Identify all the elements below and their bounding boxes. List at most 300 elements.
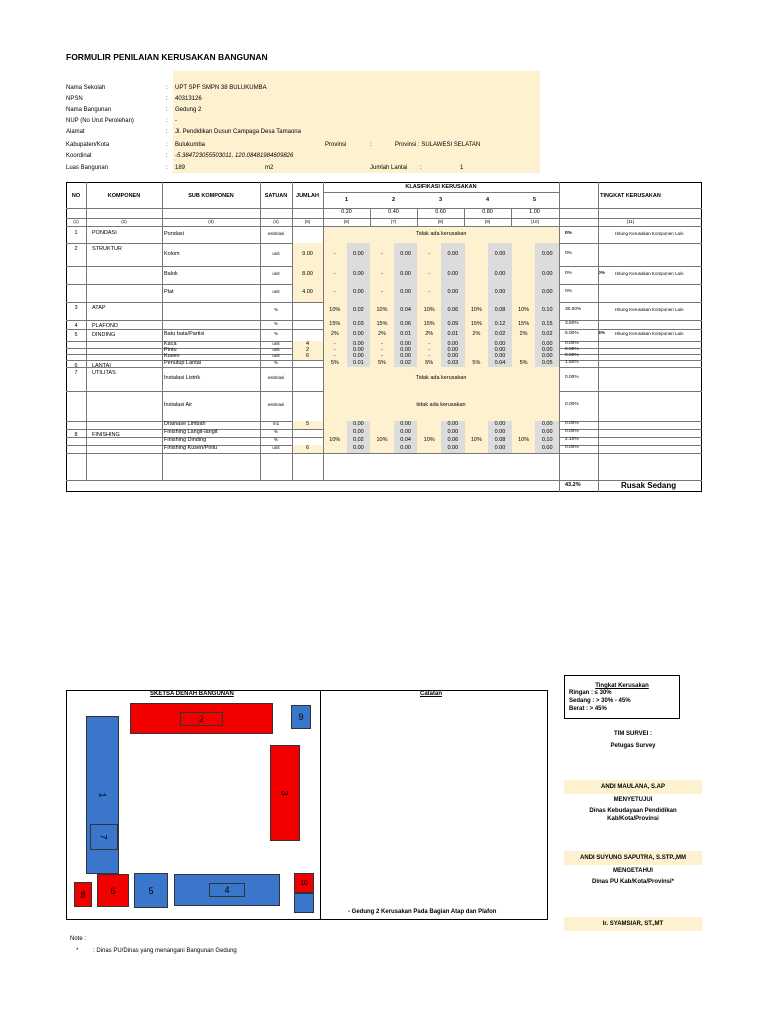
value-cell: -	[333, 250, 336, 257]
value-cell: 0.00	[353, 445, 364, 451]
info-colon: :	[166, 85, 168, 91]
info-label: Nama Bangunan	[66, 107, 112, 113]
legend-berat: Berat : > 45%	[569, 706, 607, 712]
row-komponen: UTILITAS	[92, 370, 116, 376]
value-cell: -	[333, 353, 336, 359]
total-line	[66, 480, 702, 481]
value-cell: 0.00	[541, 347, 553, 353]
value-cell: 0.00	[541, 429, 553, 435]
row-tingkat: 0%	[565, 289, 572, 294]
row-satuan: unit	[272, 445, 280, 450]
value-cell: 0.00	[400, 421, 411, 427]
col-number: (8)	[437, 219, 444, 224]
jumlah-lantai-colon: :	[420, 165, 422, 171]
col-number: (11)	[626, 219, 635, 224]
value-cell: 10%	[470, 437, 482, 443]
row-no: 2	[74, 246, 78, 252]
catatan-title: Catatan	[420, 691, 443, 697]
value-cell: 0.05	[541, 359, 553, 366]
value-cell: 2%	[330, 331, 339, 337]
vline	[162, 182, 163, 480]
value-bg	[512, 243, 536, 266]
row-tingkat: 0%	[565, 231, 572, 236]
value-cell: 0.00	[353, 250, 364, 257]
value-bg	[370, 445, 394, 453]
row-tingkat: 0.00%	[565, 375, 579, 380]
value-cell: 0.00	[400, 445, 411, 451]
dinas-pu: Dinas PU Kab/Kota/Provinsi*	[591, 879, 675, 885]
info-value: Gedung 2	[175, 107, 202, 113]
header-satuan: SATUAN	[264, 193, 288, 199]
luas-unit: m2	[265, 165, 274, 171]
row-tingkat: 0.00%	[565, 445, 579, 450]
level-2: 2	[391, 197, 396, 203]
value-bg	[512, 284, 536, 302]
weight-4: 0.80	[482, 209, 493, 215]
row-no: 5	[74, 332, 78, 338]
value-cell: -	[333, 340, 336, 347]
value-cell: 10%	[376, 437, 388, 443]
value-bg	[465, 243, 489, 266]
value-cell: 2%	[378, 331, 386, 337]
col-number: (3)	[208, 219, 214, 224]
value-bg	[417, 421, 441, 429]
row-jumlah: 6	[305, 353, 310, 359]
value-cell: 0.08	[494, 437, 506, 443]
value-cell: 5%	[425, 359, 434, 366]
catatan-text: - Gedung 2 Kerusakan Pada Bagian Atap dan Plafon	[348, 909, 497, 915]
value-cell: 0.00	[494, 445, 506, 451]
col-number: (5)	[304, 219, 311, 224]
row-no: 6	[74, 363, 78, 369]
value-cell: 0.09	[447, 320, 459, 327]
row-tingkat-sub: 0%	[598, 271, 605, 276]
room-4: 4	[174, 874, 280, 906]
value-cell: 0.00	[353, 340, 364, 347]
row-sub: Pondasi	[164, 231, 184, 237]
jumlah-lantai-label: Jumlah Lantai	[370, 165, 408, 171]
value-cell: 0.00	[494, 347, 506, 353]
legend-ringan: Ringan : ≤ 30%	[569, 690, 612, 696]
value-cell: 0.04	[400, 307, 411, 313]
info-label: Alamat	[66, 129, 85, 135]
row-jumlah: 5	[305, 421, 310, 427]
value-cell: 0.04	[400, 437, 411, 443]
row-satuan: %	[273, 331, 278, 336]
value-cell: 0.06	[447, 437, 459, 443]
row-satuan: %	[273, 320, 278, 326]
value-cell: 0.10	[541, 437, 553, 443]
row-no: 1	[74, 230, 78, 236]
room-1: 1	[86, 716, 119, 874]
value-cell: 0.06	[400, 320, 411, 327]
value-cell: 0.00	[447, 271, 459, 277]
info-value: UPT SPF SMPN 38 BULUKUMBA	[175, 85, 267, 91]
assessment-table	[66, 182, 702, 492]
value-bg	[465, 429, 489, 437]
row-tingkat: 0.00%	[565, 402, 579, 407]
row-sub: Penutup Lantai	[164, 359, 202, 366]
value-cell: 2%	[425, 331, 434, 337]
row-tingkat: 0%	[565, 271, 572, 276]
value-cell: 0.15	[541, 320, 553, 327]
row-sub: Instalasi Listrik	[164, 375, 201, 381]
value-cell: 0.00	[353, 289, 364, 295]
row-komponen: ATAP	[92, 305, 106, 311]
total-value: 43.2%	[565, 482, 581, 488]
row-tingkat: 30.00%	[565, 307, 582, 312]
value-cell: 0.00	[494, 250, 506, 257]
sketch-divider	[320, 690, 321, 920]
row-jumlah: 8.00	[302, 271, 313, 277]
value-cell: 0.03	[447, 359, 459, 366]
form-title: FORMULIR PENILAIAN KERUSAKAN BANGUNAN	[66, 52, 268, 62]
value-cell: 0.03	[353, 320, 364, 327]
room-9: 9	[291, 705, 311, 729]
value-cell: 0.00	[541, 340, 553, 347]
value-cell: 10%	[470, 307, 482, 313]
info-colon: :	[166, 107, 168, 113]
provinsi-colon: :	[370, 142, 372, 148]
value-cell: -	[428, 353, 431, 359]
value-cell: 0.10	[541, 307, 553, 313]
tim-survei: TIM SURVEI :	[614, 731, 652, 737]
row-tingkat: 0.00%	[565, 340, 579, 346]
value-bg	[323, 429, 347, 437]
value-cell: 0.00	[400, 289, 411, 295]
row-jumlah: 9.00	[302, 250, 313, 257]
level-5: 5	[532, 197, 537, 203]
info-value: -	[175, 118, 177, 124]
value-cell: 5%	[330, 359, 339, 366]
value-cell: 0.00	[447, 421, 459, 427]
vline	[559, 480, 560, 492]
jumlah-lantai-value: 1	[460, 165, 464, 171]
value-bg	[370, 429, 394, 437]
vline	[559, 182, 560, 480]
value-cell: 0.00	[353, 271, 364, 277]
vline	[417, 208, 418, 226]
info-label: Luas Bangunan	[66, 165, 109, 171]
value-cell: 0.00	[353, 347, 364, 353]
value-cell: 0.00	[494, 353, 506, 359]
row-tingkat: 0.00%	[565, 421, 579, 426]
merged-text: tidak ada kerusakan	[416, 402, 466, 408]
petugas-survey: Petugas Survey	[610, 743, 656, 749]
provinsi-label: Provinsi	[325, 142, 347, 148]
info-value: 189	[175, 165, 186, 171]
header-klasifikasi: KLASIFIKASI KERUSAKAN	[405, 184, 477, 190]
value-cell: 0.00	[494, 289, 506, 295]
row-satuan: %	[273, 307, 278, 312]
info-label: Koordinat	[66, 153, 92, 159]
row-note: Hitung Kerusakan Komponen Lain	[615, 331, 684, 336]
col-number: (9)	[484, 219, 491, 224]
value-cell: 0.00	[541, 421, 553, 427]
row-komponen: LANTAI	[92, 363, 111, 369]
value-cell: 0.00	[353, 331, 364, 337]
row-komponen: PONDASI	[92, 230, 117, 236]
vline	[370, 208, 371, 226]
row-satuan: unit	[272, 271, 280, 276]
info-colon: :	[166, 129, 168, 135]
value-cell: 0.00	[400, 353, 411, 359]
row-jumlah: 6	[305, 445, 310, 451]
value-cell: 0.00	[400, 271, 411, 277]
value-cell: 0.00	[447, 289, 459, 295]
info-value: Jl. Pendidikan Dusun Campaga Desa Tamaona	[175, 129, 301, 135]
value-cell: 0.02	[353, 307, 364, 313]
value-cell: 0.00	[400, 347, 411, 353]
row-sub: Kolom	[164, 250, 180, 257]
dinas-pendidikan-level: Kab/Kota/Provinsi	[607, 816, 659, 822]
row-sub: Pintu	[164, 347, 177, 353]
value-cell: 5%	[472, 359, 481, 366]
header-jumlah: JUMLAH	[296, 193, 319, 199]
vline	[511, 208, 512, 226]
value-bg	[465, 284, 489, 302]
value-cell: -	[428, 340, 431, 347]
value-cell: -	[428, 271, 431, 277]
row-note: Hitung Kerusakan Komponen Lain	[615, 231, 684, 236]
row-satuan: %	[273, 429, 278, 434]
row-tingkat: 0.00%	[565, 347, 579, 352]
value-cell: -	[428, 250, 431, 257]
row-satuan: unit	[272, 353, 280, 358]
room-8: 8	[74, 882, 92, 907]
value-cell: 0.00	[541, 250, 553, 257]
legend-title: Tingkat Kerusakan	[595, 683, 649, 689]
value-bg	[465, 266, 489, 284]
value-cell: -	[381, 250, 383, 257]
value-cell: 10%	[329, 307, 341, 313]
row-tingkat: 6.00%	[565, 331, 579, 336]
dinas-pendidikan: Dinas Kebudayaan Pendidikan	[589, 808, 677, 814]
value-cell: 0.00	[494, 429, 506, 435]
value-bg	[323, 445, 347, 453]
value-cell: 0.01	[400, 331, 411, 337]
value-bg	[323, 421, 347, 429]
value-cell: 0.00	[353, 421, 364, 427]
room-3: 3	[270, 745, 300, 841]
col-number: (2)	[121, 219, 127, 224]
row-sub: Drainase Limbah	[164, 421, 206, 427]
mengetahui-label: MENGETAHUI	[613, 868, 653, 874]
value-bg	[417, 429, 441, 437]
value-cell: 0.00	[447, 429, 459, 435]
value-cell: 0.00	[400, 250, 411, 257]
row-no: 8	[74, 432, 78, 438]
row-sub: Kusen	[164, 353, 180, 359]
value-cell: 0.00	[447, 445, 459, 451]
legend-sedang: Sedang : > 30% - 45%	[569, 698, 631, 704]
value-cell: 0.00	[494, 421, 506, 427]
vline	[323, 182, 324, 480]
info-value: Bulukumba	[175, 142, 206, 148]
row-sub: Plat	[164, 289, 174, 295]
legend-box	[564, 675, 680, 719]
value-cell: 15%	[470, 320, 482, 327]
value-cell: 0.00	[353, 353, 364, 359]
row-sub: Finishing Langit-langit	[164, 429, 218, 435]
info-colon: :	[166, 142, 168, 148]
value-cell: 0.00	[447, 250, 459, 257]
info-colon: :	[166, 118, 168, 124]
note-star: *	[76, 948, 79, 954]
row-satuan: estimasi	[267, 231, 285, 236]
col-number: (6)	[343, 219, 350, 224]
info-colon: :	[166, 165, 168, 171]
value-cell: 0.00	[447, 347, 459, 353]
row-sub: Finishing Dinding	[164, 437, 207, 443]
weight-1: 0.20	[341, 209, 352, 215]
value-cell: 0.00	[494, 340, 506, 347]
col-number: (4)	[273, 219, 279, 224]
menyetujui-label: MENYETUJUI	[613, 797, 653, 803]
value-cell: -	[381, 271, 383, 277]
info-label: NUP (No Urut Perolehan)	[66, 118, 134, 124]
vline	[598, 182, 599, 480]
row-satuan: estimasi	[267, 375, 285, 380]
row-satuan: estimasi	[267, 402, 285, 407]
row-note: Hitung Kerusakan Komponen Lain	[615, 307, 684, 312]
value-cell: 0.00	[494, 271, 506, 277]
row-komponen: PLAFOND	[92, 323, 118, 329]
row-komponen: FINISHING	[92, 432, 120, 438]
value-bg	[370, 421, 394, 429]
row-no: 3	[74, 305, 78, 311]
row-sub: Batu bata/Partisi	[164, 331, 205, 337]
row-komponen: STRUKTUR	[92, 246, 122, 252]
value-bg	[512, 341, 536, 348]
row-satuan: m1	[272, 421, 280, 426]
value-cell: 5%	[519, 359, 528, 366]
room-10: 10	[294, 873, 314, 893]
sketch-title: SKETSA DENAH BANGUNAN	[150, 691, 234, 697]
header-no: NO	[71, 193, 81, 199]
info-label: NPSN	[66, 96, 83, 102]
vline	[292, 182, 293, 480]
value-cell: 15%	[329, 320, 341, 327]
value-cell: 0.00	[541, 271, 553, 277]
value-cell: -	[381, 353, 383, 359]
row-sub: Instalasi Air	[164, 402, 193, 408]
row-sub: Finishing Kusen/Pintu	[164, 445, 218, 451]
value-cell: 0.00	[541, 445, 553, 451]
value-cell: 0.02	[541, 331, 553, 337]
value-cell: 0.01	[447, 331, 459, 337]
signatory-2-name: ANDI SUYUNG SAPUTRA, S.STP.,MM	[564, 851, 702, 865]
row-tingkat: 0.00%	[565, 429, 579, 434]
value-cell: 15%	[376, 320, 388, 327]
value-bg	[512, 266, 536, 284]
level-4: 4	[485, 197, 490, 203]
col-number: (10)	[530, 219, 539, 224]
note-text: : Dinas PU/Dinas yang menangani Bangunan Gedung	[93, 948, 237, 954]
weight-3: 0.60	[435, 209, 446, 215]
merged-text: Tidak ada kerusakan	[415, 375, 467, 381]
value-cell: 2%	[519, 331, 528, 337]
value-cell: 10%	[423, 437, 435, 443]
header-sub-komponen: SUB KOMPONEN	[188, 193, 234, 199]
room-6: 6	[97, 874, 129, 907]
vline	[598, 480, 599, 492]
value-cell: 0.00	[447, 353, 459, 359]
row-satuan: %	[273, 437, 278, 442]
value-cell: 0.00	[541, 353, 553, 359]
vline	[464, 208, 465, 226]
value-cell: 0.00	[400, 340, 411, 347]
merged-text: Tidak ada kerusakan	[415, 231, 467, 237]
vline	[86, 182, 87, 480]
row-no: 7	[74, 370, 78, 376]
vline	[260, 182, 261, 480]
value-cell: -	[333, 271, 336, 277]
value-cell: 0.02	[353, 437, 364, 443]
row-tingkat: 0.00%	[565, 353, 579, 358]
row-sub: Kaca	[164, 340, 177, 347]
value-cell: 0.02	[400, 359, 411, 366]
info-label: Nama Sekolah	[66, 85, 106, 91]
value-cell: 0.01	[353, 359, 364, 366]
value-cell: 10%	[376, 307, 388, 313]
value-cell: -	[381, 340, 383, 347]
row-komponen: DINDING	[92, 332, 116, 338]
row-jumlah: 2	[305, 347, 310, 353]
value-bg	[465, 421, 489, 429]
value-cell: 0.00	[400, 429, 411, 435]
col-number: (7)	[390, 219, 397, 224]
col-number: (1)	[73, 219, 79, 224]
value-cell: 10%	[518, 307, 530, 313]
value-cell: 0.08	[494, 307, 506, 313]
info-label: Kabupaten/Kota	[66, 142, 110, 148]
value-cell: 10%	[329, 437, 341, 443]
value-cell: 10%	[518, 437, 530, 443]
row-satuan: %	[273, 359, 278, 365]
row-satuan: unit	[272, 289, 280, 294]
level-1: 1	[344, 197, 349, 203]
level-3: 3	[438, 197, 443, 203]
room-5: 5	[134, 873, 168, 908]
signatory-1-name: ANDI MAULANA, S.AP	[564, 780, 702, 794]
weight-2: 0.40	[388, 209, 399, 215]
value-cell: 0.00	[447, 340, 459, 347]
header-tingkat: TINGKAT KERUSAKAN	[600, 193, 661, 199]
note-label: Note :	[70, 936, 87, 942]
weight-5: 1.00	[529, 209, 540, 215]
row-tingkat: 3.60%	[565, 320, 579, 326]
value-bg	[417, 445, 441, 453]
row-jumlah: 4	[305, 340, 310, 347]
value-bg	[465, 445, 489, 453]
room-10-lower	[294, 893, 314, 913]
value-cell: -	[333, 347, 336, 353]
value-cell: 0.12	[494, 320, 506, 327]
info-colon: :	[166, 153, 168, 159]
value-cell: 10%	[423, 307, 435, 313]
value-cell: 0.00	[353, 429, 364, 435]
value-bg	[465, 341, 489, 348]
row-jumlah: 4.00	[302, 289, 313, 295]
row-note: Hitung Kerusakan Komponen Lain	[615, 271, 684, 276]
value-cell: 0.02	[494, 331, 506, 337]
value-bg	[512, 421, 536, 429]
room-7: 7	[90, 824, 118, 850]
value-bg	[512, 445, 536, 453]
value-cell: -	[381, 347, 383, 353]
header-komponen: KOMPONEN	[107, 193, 141, 199]
